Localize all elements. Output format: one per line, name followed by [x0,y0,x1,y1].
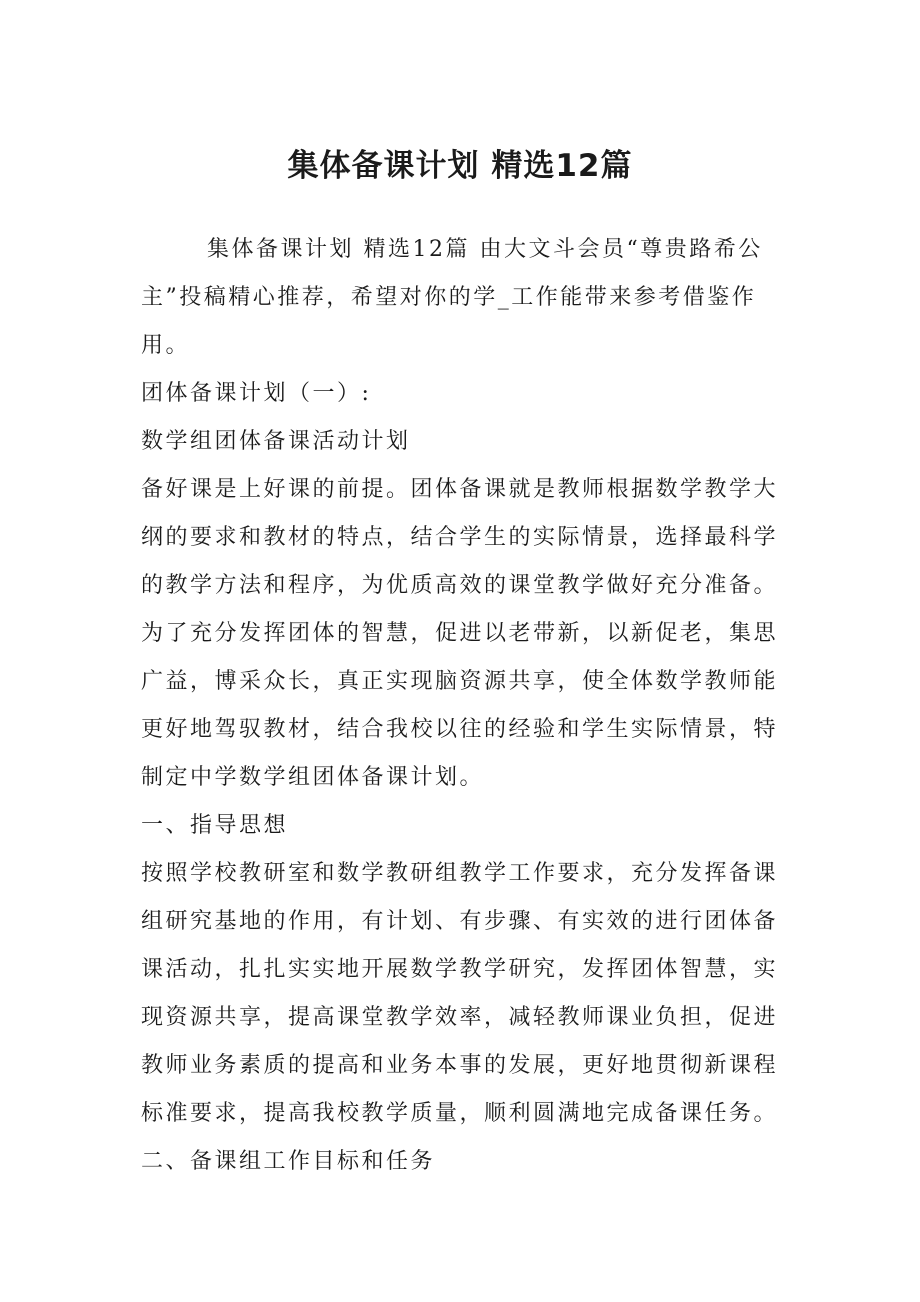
body-paragraph: 按照学校教研室和数学教研组教学工作要求，充分发挥备课组研究基地的作用，有计划、有步骤、有实效的进行团体备课活动，扎扎实实地开展数学教学研究，发挥团体智慧，实现资源共享，提高课堂教学效率，减轻教师课业负担，促进教师业务素质的提高和业务本事的发展，更好地贯彻新课程标准要求，提高我校教学质量，顺利圆满地完成备课任务。 [141,861,779,1126]
intro-paragraph: 集体备课计划 精选12篇 由大文斗会员“尊贵路希公主”投稿精心推荐，希望对你的学_工作能带来参考借鉴作用。 [141,237,763,358]
section-heading-plan-one: 团体备课计划（一）: [141,381,372,406]
section-heading-goals-tasks: 二、备课组工作目标和任务 [141,1149,436,1174]
section-heading-guiding-thought: 一、指导思想 [141,813,289,838]
document-body [141,226,801,1186]
plan-subtitle: 数学组团体备课活动计划 [141,429,411,454]
document-title: 集体备课计划 精选12篇 [287,148,633,184]
body-paragraph: 备好课是上好课的前提。团体备课就是教师根据数学教学大纲的要求和教材的特点，结合学生的实际情景，选择最科学的教学方法和程序，为优质高效的课堂教学做好充分准备。为了充分发挥团体的智慧，促进以老带新，以新促老，集思广益，博采众长，真正实现脑资源共享，使全体数学教师能更好地驾驭教材，结合我校以往的经验和学生实际情景，特制定中学数学组团体备课计划。 [141,477,779,790]
